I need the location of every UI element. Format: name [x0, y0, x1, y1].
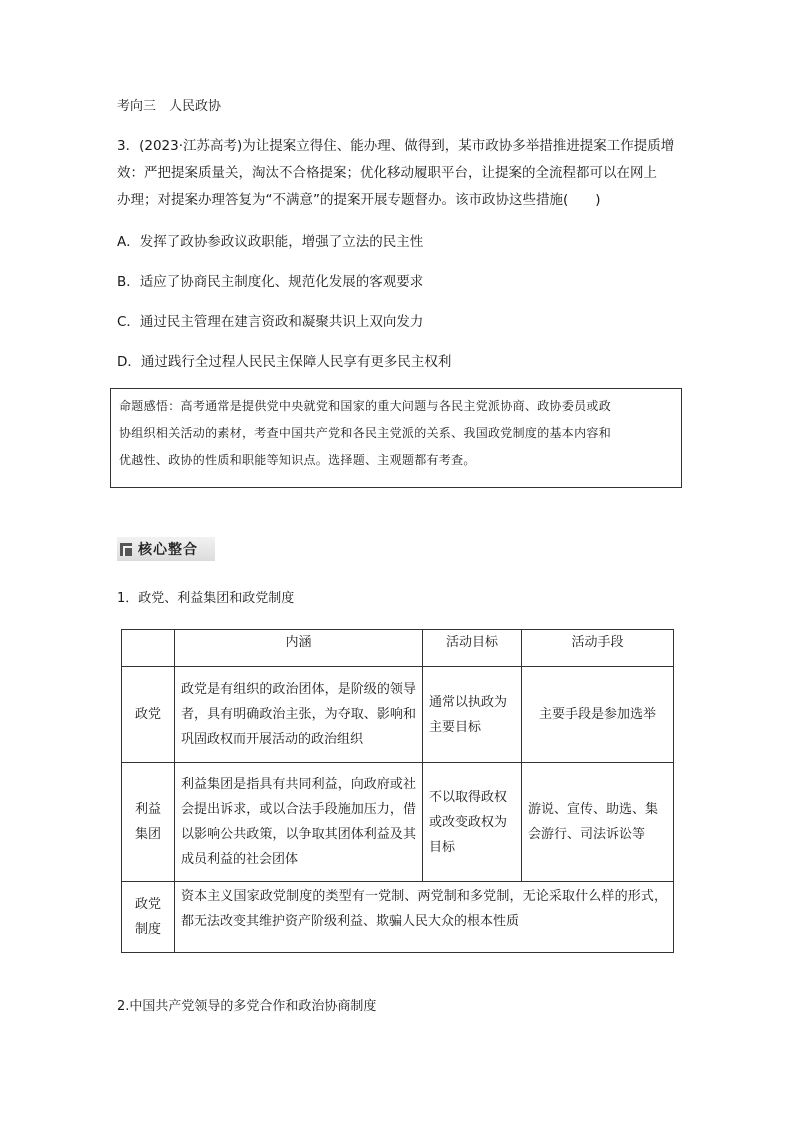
option-b[interactable]: B．适应了协商民主制度化、规范化发展的客观要求: [117, 274, 424, 290]
row-party-content: 政党是有组织的政治团体，是阶级的领导者，具有明确政治主张，为夺取、影响和巩固政权而开展活动的政治组织: [175, 667, 423, 763]
option-a[interactable]: A．发挥了政协参政议政职能，增强了立法的民主性: [117, 234, 424, 250]
row-group-name: 利益集团: [122, 763, 175, 882]
question-line-2: 效：严把提案质量关，淘汰不合格提案；优化移动履职平台，让提案的全流程都可以在网上: [117, 165, 657, 181]
row-group-means: 游说、宣传、助选、集会游行、司法诉讼等: [522, 763, 674, 882]
section-heading: 考向三 人民政协: [117, 99, 222, 114]
point-2-heading: 2.中国共产党领导的多党合作和政治协商制度: [117, 999, 377, 1014]
core-section-title: 核心整合: [138, 542, 198, 558]
point-1-heading: 1．政党、利益集团和政党制度: [117, 591, 295, 606]
section-marker-icon: [120, 543, 132, 556]
row-group-content: 利益集团是指具有共同利益，向政府或社会提出诉求，或以合法手段施加压力，借以影响公共政策，以争取其团体利益及其成员利益的社会团体: [175, 763, 423, 882]
header-goal: 活动目标: [423, 630, 522, 667]
note-text-1: 高考通常是提供党中央就党和国家的重大问题与各民主党派协商、政协委员或政: [180, 399, 612, 413]
header-means: 活动手段: [522, 630, 674, 667]
table-header-row: [122, 630, 674, 667]
row-party-name: 政党: [122, 667, 175, 763]
row-group-goal: 不以取得政权或改变政权为目标: [423, 763, 522, 882]
note-line-1: [119, 393, 673, 420]
table-row: [122, 763, 674, 882]
header-blank: [122, 630, 175, 667]
question-line-1: 3．(2023·江苏高考)为让提案立得住、能办理、做得到，某市政协多举措推进提案工作提质增: [117, 138, 675, 154]
policy-table: [121, 629, 674, 953]
table-row: [122, 882, 674, 953]
row-party-means: 主要手段是参加选举: [522, 667, 674, 763]
header-content: 内涵: [175, 630, 423, 667]
table-row: [122, 667, 674, 763]
note-line-2: 协组织相关活动的素材，考查中国共产党和各民主党派的关系、我国政党制度的基本内容和: [119, 426, 612, 440]
row-party-goal: 通常以执政为主要目标: [423, 667, 522, 763]
note-line-3: 优越性、政协的性质和职能等知识点。选择题、主观题都有考查。: [119, 453, 476, 467]
option-c[interactable]: C．通过民主管理在建言资政和凝聚共识上双向发力: [117, 314, 424, 330]
question-line-3: 办理；对提案办理答复为“不满意”的提案开展专题督办。该市政协这些措施( ): [117, 192, 601, 208]
option-d[interactable]: D．通过践行全过程人民民主保障人民享有更多民主权利: [117, 354, 452, 370]
core-section-header: [117, 537, 215, 561]
note-box: [110, 388, 682, 488]
row-system-name: 政党制度: [122, 882, 175, 953]
row-system-content: 资本主义国家政党制度的类型有一党制、两党制和多党制，无论采取什么样的形式，都无法改变其维护资产阶级利益、欺骗人民大众的根本性质: [175, 882, 674, 953]
note-label: 命题感悟：: [119, 399, 181, 413]
